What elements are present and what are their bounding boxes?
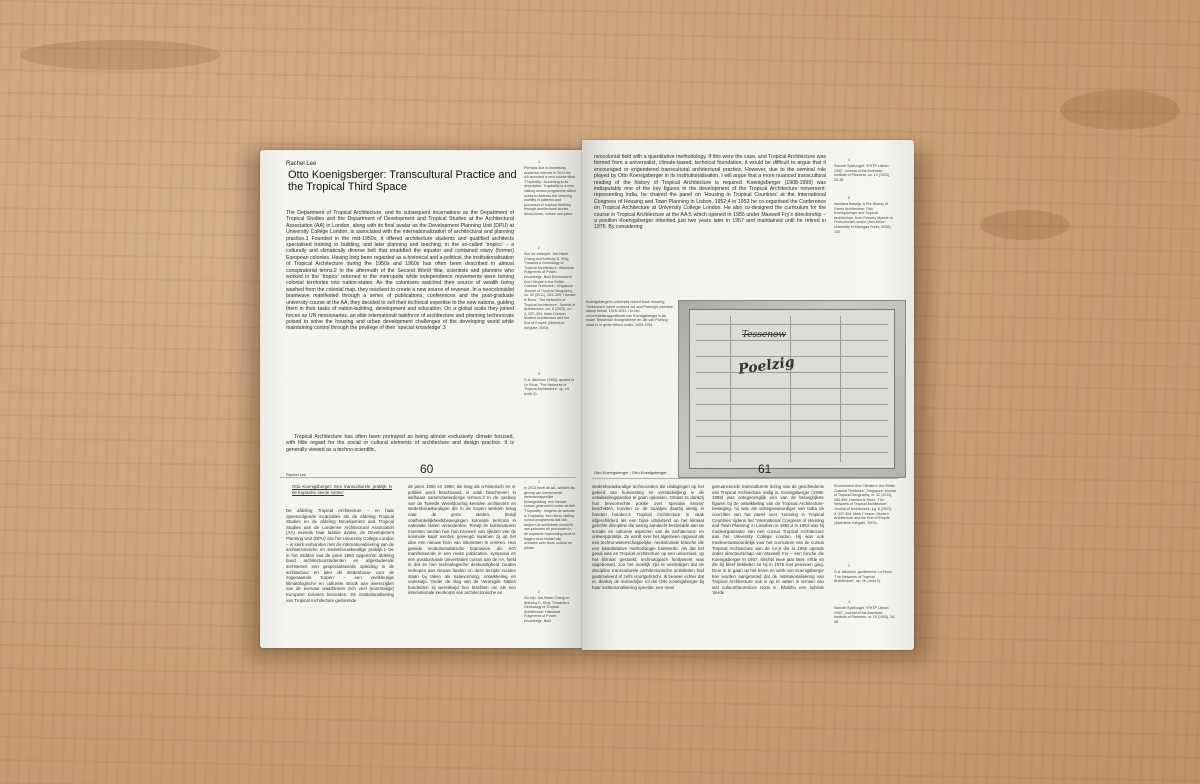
wood-knot bbox=[20, 40, 220, 70]
ledger-line bbox=[696, 324, 888, 325]
running-head: Otto Koenigsberger / Otto Koenigsberger bbox=[594, 470, 667, 475]
dutch-column-4: genuanceerde transculturele lezing van de geschiedenis van Tropical Architecture nodig is. Koenigsberger (1908-1999) was ontegenzeglijk een van de belangrijkste figuren bij de ontwikkeling van de Tropical Architecture-beweging: hij was als vertegenwoordiger van India de voorzitter van het panel over ‘Housing in Tropical Countries’ tijdens het ‘International Congress of Housing and Town Planning’ in Lissabon in 1952;4 in 1953 was hij medeorganisator van een cursus Tropical Architecture aan het University College London. Hij was ook medeverantwoordelijk voor het curriculum van de cursus Tropical Architecture aan de AA,5 die in 1955 opende onder directeurschap van Maxwell Fry – een functie die Koenigsberger in 1957, slechts twee jaar later, erfde en die hij bleef bekleden tot hij in 1976 met pensioen ging. Door in te gaan op het leven en werk van Koenigsberger kan worden aangetoond dat de institutionalisering van Tropical Architecture ook is op te vatten in termen van wat cultuurtheoreticus Homi K. Bhabha een hybride ‘derde bbox=[712, 484, 824, 596]
footnote-number: 4 bbox=[848, 158, 850, 162]
page-number-61: 61 bbox=[758, 462, 772, 476]
footnote-number: 5 bbox=[848, 196, 850, 200]
footnote-number: 3 bbox=[848, 564, 850, 568]
footnote-number: 1 bbox=[538, 160, 540, 164]
footnote-number: 3 bbox=[538, 372, 540, 376]
right-page bbox=[582, 140, 914, 650]
dutch-footnote-2: Zie bijv. Jiat-Hwee Chang en Anthony D. King, ‘Towards a Genealogy of Tropical Architecture: Historical Fragments of Power-Knowledge, Built bbox=[524, 596, 570, 623]
footnote-number: 4 bbox=[848, 600, 850, 604]
author-name: Rachel Lee bbox=[286, 161, 317, 167]
dutch-footnote-1: In 2013 heeft de AA, wellicht als gevolg van toenemende wetenschappelijke belangstelling, een nieuwe cursus gelanceerd onder de titel ‘Tropicality’. Volgens de website is Tropicality ‘een nieuw visiting school-programma dat zich beijvert de schijnbare onmacht van patronen en processen in de tropische huisvesting bloot te leggen door middel van verhalen over thuis, cultuur en plaats’. bbox=[524, 486, 576, 550]
dutch-column-1: De afdeling Tropical Architecture – en haar opeenvolgende incarnaties als de afdeling Tropical Studies en de afdeling Development and Tropical Studies aan de Londense Architectural Association (AA) evenals haar laatste avatar, de Development Planning Unit (DPU) van het University College London – is sterk verbonden met de internationalisering van de architectonische en stedenbouwkundige praktijk.1 De in het midden van de jaren 1950 opgerichte afdeling bood architectuurstudenten en afgestudeerde architecten een gespecialiseerde opleiding in de architectuur en later de stedenbouw voor de zogenaamde ‘tropen’ – een veelkleurige klimatologische en culturele strook aan weerszijden van de evenaar waarbinnen zich veel (voormalige) Europese kolonies bevonden. De institutionalisering van Tropical Architecture gedurende bbox=[286, 508, 394, 603]
dutch-footnote-4: Samuel Spielvogel, ‘IFHTP Lisbon 1952’, Journal of the American Institute of Planners, nr. 19 (1953), 34-38. bbox=[834, 606, 896, 624]
running-head: Rachel Lee bbox=[286, 472, 307, 477]
ledger-line bbox=[696, 372, 888, 373]
body-paragraph-1: The Department of Tropical Architecture, and its subsequent incarnations as the Department of Tropical Studies and the Department of Development and Tropical Studies at the Architectural Association (AA) in London, along with its final avatar as the Development Planning Unit (DPU) at University College London, is associated with the internationalization of architectural and planning practice.1 Founded in the mid-1950s, it offered architecture students and qualified architects specialised training in building, and later planning and teaching, in the so-called ‘tropics’ – a culturally and climatically diverse belt that straddled the equator and contained many (former) European colonies. Having long been regarded as a-historical and a-political, the institutionalisation of Tropical Architecture during the 1950s and 1960s has often been described in almost conspiratorial terms.2 In the aftermath of the Second World War, scientists and planners who worked in the ‘tropics’ returned to the metropolis while independence movements were turning colonial territories into nation-states. As the colonisers watched their source of wealth being washed from the colonial map, they resolved to create a new source of revenue. In a neocolonialist brainwave manifested through a series of publications, conferences and the post-graduate university course at the AA, they decided to sell their technical expertise to the new nations, guiding them in their tasks of nation-building, development and education. On a global scale they joined forces as UN missionaries, an elite international taskforce of architecture and planning technocrats poised to solve the housing and urban development challenges of the developing world while maintaining control through the privilege of their ‘special knowledge’.3 bbox=[286, 210, 514, 332]
wood-knot bbox=[980, 210, 1070, 240]
archival-photo bbox=[678, 300, 906, 478]
ledger-line bbox=[696, 340, 888, 341]
ledger-column bbox=[840, 316, 841, 462]
footnote-2: See for example: Jiat-Hwee Chang and Anthony D. King, ‘Towards a Genealogy of Tropical Architecture: Historical Fragments of Power-Knowledge, Built Environment And Climate in the British Colonial Territories’, Singapore Journal of Tropical Geography, no. 32 (2011), 283–300; Hannah le Roux, ‘The Networks of Tropical Architecture’, Journal of Architecture, vol. 8 (2003), no. 3, 337–354; Mark Crinson, Modern Architecture and the End of Empire (Aldershot: Ashgate, 2003). bbox=[524, 252, 576, 330]
body-paragraph-3: neocolonial field with a quantitative methodology. If this were the case, and Tropical Architecture was formed from a universalist, climate-based, technical foundation, it would be difficult to argue that it encouraged or engendered transcultural architectural practice. However, due to the seminal role played by Otto Koenigsberger in its institutionalisation, I will argue that a more nuanced transcultural reading of the history of Tropical Architecture is required. Koenigsberger (1908-1999) was indisputably one of the key figures in the development of the Tropical Architecture movement: representing India, he chaired the panel on ‘Housing in Tropical Countries’ at the International Congress of Housing and Town Planning in Lisbon, 1952;4 in 1953 he co-organised the Conference on Tropical Architecture at University College London. He also co-designed the curriculum for the course in Tropical Architecture at the AA;5 which opened in 1955 under Maxwell Fry’s directorship – a position Koenigsberger inherited just two years later in 1957 and maintained until he retired in 1976. By considering bbox=[594, 154, 826, 231]
footnote-number: 1 bbox=[538, 480, 540, 484]
footnote-5: Vandana Baweja, A Pre-History of Green Architecture: Otto Koenigsberger and Tropical Architecture, from Princely Mysore to Postcolonial London (Ann Arbor: University of Michigan Press, 2008), 130. bbox=[834, 202, 893, 234]
footnote-4: Samuel Spielvogel, ‘IFHTP Lisbon 1952’, Journal of the American Institute of Planners, no. 19 (1953), 34-38. bbox=[834, 164, 891, 182]
record-book-ledger bbox=[689, 309, 895, 469]
ledger-column bbox=[790, 316, 791, 462]
ledger-line bbox=[696, 452, 888, 453]
ledger-line bbox=[696, 388, 888, 389]
ledger-line bbox=[696, 436, 888, 437]
footnote-number: 2 bbox=[538, 590, 540, 594]
dutch-footnote-3: G.A. Atkinson, geciteerd in: Le Roux, ‘The Networks of Tropical Architecture’, op. cit. (noot 2). bbox=[834, 570, 893, 584]
body-paragraph-2: Tropical Architecture has often been portrayed as being almost exclusively climate focused, with little regard for the social or cultural elements of architecture and design practice. It is generally viewed as a techno-scientific, bbox=[286, 434, 514, 453]
photo-caption: Koenigsberger’s university record book showing Tessenow’s name crossed out and Poelzig’s oversize stamp below, 1929-1931. / In het universiteitsrapportboek van Koenigsberger is de naam Tessenow doorgestreept en die van Poelzig staat er in grote letters onder, 1929-1931. bbox=[586, 300, 673, 327]
dutch-footnote-continued: Environment And Climate in the British Colonial Territories’, Singapore Journal of Tropical Geography, nr. 32 (2011), 283-300; Hannah le Roux, ‘The Networks of Tropical Architecture’, Journal of Architecture, jrg. 8 (2003), 3, 337-354; Mark Crinson, Modern Architecture and the End of Empire (Aldershot: Ashgate, 2003). bbox=[834, 484, 896, 525]
chapter-title: Otto Koenigsberger: Transcultural Practice and the Tropical Third Space bbox=[288, 169, 517, 193]
ledger-line bbox=[696, 420, 888, 421]
footnote-3: G.A. Atkinson (1953), quoted in Le Roux, ‘The Networks of Tropical Architecture’, op. cit. (note 2). bbox=[524, 378, 574, 396]
handwritten-stamp: Poelzig bbox=[737, 354, 796, 378]
dutch-column-2: de jaren 1950 en 1960, die lang als a-historisch en a-politiek werd beschouwd, is vaak beschreven in welhaast samenzweerderige termen.2 In de nasleep van de Tweede Wereldoorlog keerden architecten en stedenbouwkundigen die in de tropen werkten terug naar de grote steden, terwijl onafhankelijkheidsbewegingen koloniale territoria in nationale staten veranderden. Terwijl de kolonisatoren moesten toezien hoe hun bronnen van rijkdom van de koloniale kaart werden geveegd, kwamen zij op het idee een nieuwe bron van inkomsten te creëren. Hun geniale neokolonialistische brainwave, die zich manifesteerde in een reeks publicaties, symposia en een postdoctorale universitaire cursus aan de AA, hield in dat ze hun technologische deskundigheid zouden verkopen aan nieuwe landen en deze terzijde zouden staan bij taken als natievorming, ontwikkeling en onderwijs. Onder de vlag van de Verenigde Naties bundelden zij wereldwijd hun krachten om als een internationale keurkorps van architectonische en bbox=[408, 484, 516, 596]
ledger-line bbox=[696, 404, 888, 405]
dutch-column-3: stedenbouwkundige technocraten die uitdagingen op het gebied van huisvesting en verstedelijking in de ontwikkelingslanden te gaan oplossen. Omdat ze dankzij hun bevoorrechte positie over ‘speciale kennis’ beschikten, konden ze de touwtjes daarbij stevig in handen houden.3 Tropical Architecture is vaak afgeschilderd als een bijna uitsluitend op het klimaat gerichte discipline die weinig aandacht besteedde aan de sociale en culturele aspecten van de architectuur- en ontwerppraktijk. Ze wordt over het algemeen opgevat als een techno-wetenschappelijke, neokoloniale branche die een kwantitatieve methodologie hanteerde. Als dat het geval was en Tropical Architecture op een universeel, op het klimaat gestoeld, technologisch fundament was opgebouwd, zou het moeilijk zijn te verdedigen dat de discipline transculturele architectonische activiteiten had gestimuleerd of zelfs voortgebracht. Ik beweer echter dat er, dankzij de invloedrijke rol die Otto Koenigsberger bij haar institutionalisering speelde, een meer bbox=[592, 484, 704, 590]
footnote-1: Perhaps due to increasing academic interest in 2012 the AA launched a new course titled ‘Tropicality’. According to its description, Tropicality is a new visiting school programme which seeks to address the seeming inability of patterns and processes in tropical dwelling through architectural stories about home, culture and place. bbox=[524, 166, 576, 216]
page-divider bbox=[280, 477, 576, 478]
wood-knot bbox=[1060, 90, 1180, 130]
handwritten-entry: Tessenow bbox=[742, 330, 787, 340]
dutch-title: Otto Koenigsberger: Een transculturele praktijk in de tropische ‘derde ruimte’ bbox=[292, 484, 392, 495]
left-page bbox=[260, 150, 582, 648]
page-divider bbox=[592, 478, 898, 479]
page-number-60: 60 bbox=[420, 462, 434, 476]
ledger-column bbox=[730, 316, 731, 462]
footnote-number: 2 bbox=[538, 246, 540, 250]
